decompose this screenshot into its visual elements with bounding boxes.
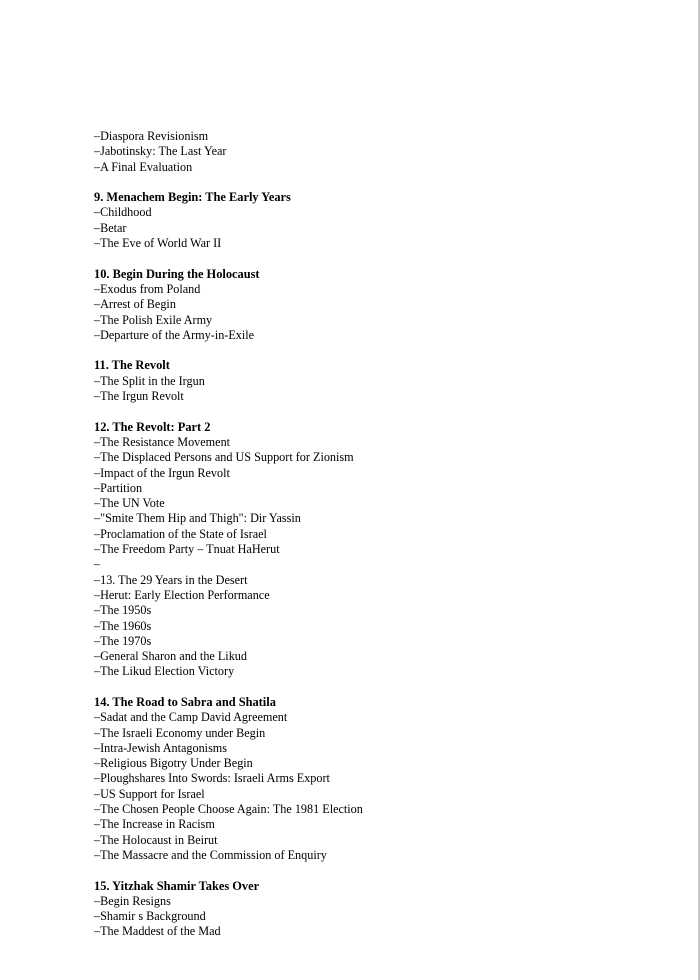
chapter-heading: 14. The Road to Sabra and Shatila xyxy=(94,694,276,709)
toc-item: –The 1960s xyxy=(94,618,152,633)
toc-item: –The Massacre and the Commission of Enquiry xyxy=(94,847,327,862)
toc-item: –Arrest of Begin xyxy=(94,297,176,312)
toc-item: –The Resistance Movement xyxy=(94,434,231,449)
toc-item: –The Chosen People Choose Again: The 1981 Election xyxy=(94,802,363,817)
toc-item: –General Sharon and the Likud xyxy=(94,649,247,664)
table-of-contents xyxy=(94,129,654,940)
toc-item: –Jabotinsky: The Last Year xyxy=(94,144,227,159)
toc-section-9 xyxy=(94,190,654,251)
toc-item: –Proclamation of the State of Israel xyxy=(94,526,267,541)
toc-item: –13. The 29 Years in the Desert xyxy=(94,572,248,587)
chapter-heading: 10. Begin During the Holocaust xyxy=(94,266,260,281)
toc-item: –Childhood xyxy=(94,205,152,220)
toc-item: –The Displaced Persons and US Support for Zionism xyxy=(94,450,354,465)
toc-item: –The Eve of World War II xyxy=(94,236,222,251)
chapter-heading: 11. The Revolt xyxy=(94,358,170,373)
toc-section-10 xyxy=(94,267,654,343)
toc-item: –Diaspora Revisionism xyxy=(94,129,209,143)
toc-item: –The 1950s xyxy=(94,603,152,618)
toc-item: –The 1970s xyxy=(94,633,152,648)
toc-item: –The Holocaust in Beirut xyxy=(94,832,218,847)
toc-section-14 xyxy=(94,695,654,863)
toc-item: –US Support for Israel xyxy=(94,786,205,801)
toc-item: –The Israeli Economy under Begin xyxy=(94,725,266,740)
toc-item: –The Increase in Racism xyxy=(94,817,215,832)
toc-item: –Impact of the Irgun Revolt xyxy=(94,465,230,480)
toc-item: –Departure of the Army-in-Exile xyxy=(94,327,255,342)
toc-item: –Ploughshares Into Swords: Israeli Arms Export xyxy=(94,771,330,786)
toc-item: –Begin Resigns xyxy=(94,893,171,908)
toc-item: –The Irgun Revolt xyxy=(94,389,184,404)
chapter-heading: 12. The Revolt: Part 2 xyxy=(94,419,211,434)
chapter-heading: 9. Menachem Begin: The Early Years xyxy=(94,190,291,205)
toc-section-continued xyxy=(94,129,654,175)
toc-item: –Intra-Jewish Antagonisms xyxy=(94,740,228,755)
toc-item: –Betar xyxy=(94,220,127,235)
toc-section-11 xyxy=(94,358,654,404)
toc-item: –The UN Vote xyxy=(94,496,165,511)
toc-item: –The Polish Exile Army xyxy=(94,312,213,327)
toc-item: –The Freedom Party – Tnuat HaHerut xyxy=(94,542,280,557)
toc-item: –A Final Evaluation xyxy=(94,159,193,174)
toc-item: –"Smite Them Hip and Thigh": Dir Yassin xyxy=(94,511,301,526)
toc-item: –The Likud Election Victory xyxy=(94,664,235,679)
toc-item: –The Maddest of the Mad xyxy=(94,924,221,939)
toc-section-15 xyxy=(94,879,654,940)
chapter-heading: 15. Yitzhak Shamir Takes Over xyxy=(94,878,260,893)
toc-item: –Partition xyxy=(94,480,143,495)
toc-section-12 xyxy=(94,420,654,680)
toc-item: –Religious Bigotry Under Begin xyxy=(94,756,253,771)
toc-item: – xyxy=(94,557,101,572)
toc-item: –Herut: Early Election Performance xyxy=(94,587,270,602)
toc-item: –The Split in the Irgun xyxy=(94,373,205,388)
toc-item: –Exodus from Poland xyxy=(94,281,201,296)
toc-item: –Sadat and the Camp David Agreement xyxy=(94,710,288,725)
toc-item: –Shamir s Background xyxy=(94,909,206,924)
